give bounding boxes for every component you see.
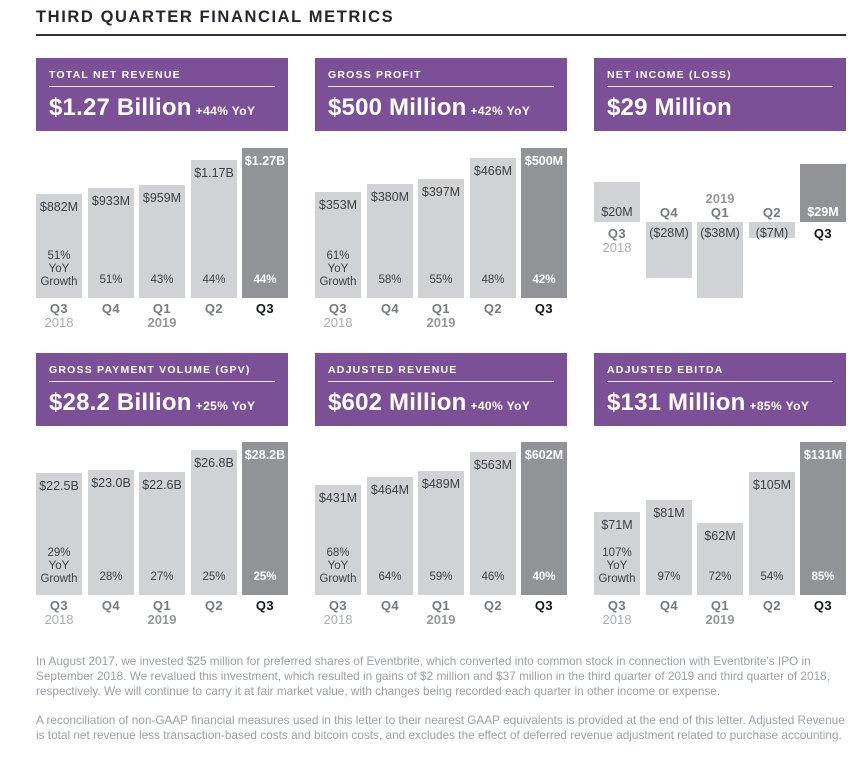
bar-value-label: $23.0B (91, 476, 131, 490)
panel-headline: $29 Million (607, 94, 732, 121)
bar-value-label: $500M (524, 154, 564, 168)
bar-q2-2019 (749, 472, 795, 595)
panel-header-band (36, 58, 288, 131)
bar-value-label: $1.27B (244, 154, 286, 168)
bar-value-label: $62M (704, 529, 736, 543)
x-axis-year-label: 2018 (602, 240, 632, 255)
bar-q2-2019 (470, 452, 516, 595)
panel-yoy-badge: +40% YoY (470, 399, 531, 413)
bar-q2-2019 (191, 160, 237, 298)
x-axis-year-label: 2018 (44, 315, 74, 330)
bar-value-label: $464M (370, 483, 410, 497)
bar-chart (594, 426, 846, 629)
x-axis-quarter-label: Q3 (607, 598, 627, 613)
bar-q1-2019 (697, 523, 743, 595)
x-axis-quarter-label: Q3 (813, 226, 833, 241)
bar-value-label: $431M (318, 491, 358, 505)
bar-q1-2019 (418, 471, 464, 595)
x-axis-year-label: 2019 (426, 315, 456, 330)
x-axis-quarter-label: Q2 (204, 598, 224, 613)
bar-q4-2018 (646, 500, 692, 595)
x-axis-quarter-label: Q3 (255, 301, 275, 316)
bar-q3-2018 (36, 473, 82, 595)
bar-value-label: $380M (370, 190, 410, 204)
bar-value-label: $1.17B (194, 166, 234, 180)
panel-title: ADJUSTED REVENUE (328, 364, 458, 376)
panel-headline: $500 Million +42% YoY (328, 94, 531, 121)
bar-value-label: $882M (39, 200, 79, 214)
bar-q3-2019 (242, 442, 288, 595)
bar-growth-label: 107% YoY Growth (598, 547, 636, 585)
bar-value-label: $22.6B (142, 478, 182, 492)
panel-headline: $28.2 Billion +25% YoY (49, 389, 256, 416)
x-axis-quarter-label: Q1 (152, 598, 172, 613)
bar-growth-label: 40% (532, 571, 556, 583)
bar-q4-2018 (88, 470, 134, 595)
metric-panel-net-income-loss (594, 58, 846, 332)
bar-value-label: $466M (473, 164, 513, 178)
panel-title-rule (328, 86, 554, 87)
panel-title-rule (49, 86, 275, 87)
bar-growth-label: 44% (202, 274, 226, 286)
bar-q1-2019 (418, 179, 464, 298)
panel-yoy-badge: +25% YoY (195, 399, 256, 413)
x-axis-quarter-label: Q1 (431, 301, 451, 316)
bar-growth-label: 42% (532, 274, 556, 286)
bar-q3-2018 (315, 192, 361, 298)
x-axis-year-label: 2018 (602, 612, 632, 627)
x-axis-year-label: 2018 (323, 612, 353, 627)
diverging-bar-chart (594, 131, 846, 332)
panel-title: TOTAL NET REVENUE (49, 69, 181, 81)
x-axis-quarter-label: Q3 (534, 598, 554, 613)
bar-growth-label: 59% (429, 571, 453, 583)
bar-growth-label: 29% YoY Growth (40, 547, 78, 585)
bar-growth-label: 46% (481, 571, 505, 583)
panel-headline: $131 Million +85% YoY (607, 389, 810, 416)
x-axis-quarter-label: Q3 (534, 301, 554, 316)
bar-growth-label: 58% (378, 274, 402, 286)
x-axis-quarter-label: Q4 (380, 301, 400, 316)
footnote-investment: In August 2017, we invested $25 million for preferred shares of Eventbrite, which converted into common stock in connection with Eventbrite's IPO in September 2018. We revalued this investment, which resulted in gains of $2 million and $37 million in the third quarter of 2019 and third quarter of 2018, respectively. We will continue to carry it at fair market value, with changes being recorded each quarter in other income or expense. (36, 654, 830, 699)
bar-growth-label: 43% (150, 274, 174, 286)
x-axis-year-label: 2019 (147, 612, 177, 627)
bar-q2-2019 (191, 450, 237, 595)
x-axis-quarter-label: Q1 (710, 598, 730, 613)
bar-growth-label: 27% (150, 571, 174, 583)
bar-value-label: $29M (807, 205, 839, 219)
x-axis-quarter-label: Q1 (710, 205, 730, 220)
metric-panel-adjusted-revenue (315, 353, 567, 629)
x-axis-year-label: 2019 (705, 191, 735, 206)
bar-chart (36, 131, 288, 332)
bar-growth-label: 51% (99, 274, 123, 286)
bar-value-label: ($7M) (755, 226, 789, 240)
panel-title: ADJUSTED EBITDA (607, 364, 724, 376)
bar-growth-label: 25% (253, 571, 277, 583)
panel-headline: $1.27 Billion +44% YoY (49, 94, 256, 121)
metric-panel-gross-profit (315, 58, 567, 332)
x-axis-quarter-label: Q2 (762, 205, 782, 220)
bar-value-label: ($28M) (649, 226, 689, 240)
metric-panel-gross-payment-volume-gpv (36, 353, 288, 629)
bar-q3-2019 (242, 148, 288, 298)
bar-growth-label: 28% (99, 571, 123, 583)
bar-growth-label: 55% (429, 274, 453, 286)
x-axis-year-label: 2019 (426, 612, 456, 627)
panel-title-rule (607, 86, 833, 87)
page-title: THIRD QUARTER FINANCIAL METRICS (36, 8, 395, 26)
bar-value-label: $563M (473, 458, 513, 472)
x-axis-quarter-label: Q2 (483, 598, 503, 613)
x-axis-quarter-label: Q3 (328, 598, 348, 613)
x-axis-quarter-label: Q3 (49, 598, 69, 613)
bar-q4-2018 (367, 184, 413, 298)
bar-value-label: $71M (601, 518, 633, 532)
bar-value-label: $28.2B (244, 448, 286, 462)
panel-title: GROSS PAYMENT VOLUME (GPV) (49, 364, 251, 376)
bar-q2-2019 (470, 158, 516, 298)
bar-q3-2018 (594, 512, 640, 595)
panel-header-band (315, 58, 567, 131)
x-axis-year-label: 2019 (147, 315, 177, 330)
x-axis-quarter-label: Q4 (659, 205, 679, 220)
bar-q1-2019 (139, 185, 185, 298)
bar-q3-2018 (315, 485, 361, 595)
panel-title-rule (49, 381, 275, 382)
footnote-gaap-reconciliation: A reconciliation of non-GAAP financial measures used in this letter to their nearest GAAP equivalents is provided at the end of this letter. Adjusted Revenue is total net revenue less transaction-based costs and bitcoin costs, and excludes the effect of deferred revenue adjustment related to purchase accounting. (36, 712, 845, 742)
x-axis-quarter-label: Q1 (431, 598, 451, 613)
x-axis-quarter-label: Q3 (255, 598, 275, 613)
x-axis-quarter-label: Q2 (762, 598, 782, 613)
bar-value-label: $353M (318, 198, 358, 212)
x-axis-quarter-label: Q3 (813, 598, 833, 613)
panel-title-rule (607, 381, 833, 382)
bar-growth-label: 68% YoY Growth (319, 547, 357, 585)
x-axis-quarter-label: Q4 (380, 598, 400, 613)
x-axis-quarter-label: Q2 (483, 301, 503, 316)
bar-value-label: $22.5B (39, 479, 79, 493)
bar-q3-2019 (800, 442, 846, 595)
bar-value-label: $933M (91, 194, 131, 208)
bar-value-label: $105M (752, 478, 792, 492)
bar-value-label: $489M (421, 477, 461, 491)
bar-q3-2018 (36, 194, 82, 298)
panel-title: GROSS PROFIT (328, 69, 422, 81)
x-axis-quarter-label: Q4 (101, 301, 121, 316)
panel-title: NET INCOME (LOSS) (607, 69, 732, 81)
panel-yoy-badge: +42% YoY (470, 104, 531, 118)
bar-growth-label: 64% (378, 571, 402, 583)
bar-growth-label: 25% (202, 571, 226, 583)
panel-yoy-badge: +85% YoY (749, 399, 810, 413)
x-axis-quarter-label: Q3 (607, 226, 627, 241)
bar-chart (315, 426, 567, 629)
panel-header-band (594, 58, 846, 131)
bar-value-label: $959M (142, 191, 182, 205)
footnotes (36, 654, 848, 756)
bar-value-label: $81M (653, 506, 685, 520)
bar-chart (36, 426, 288, 629)
bar-q3-2019 (521, 442, 567, 595)
bar-growth-label: 85% (811, 571, 835, 583)
title-rule (36, 34, 846, 36)
bar-value-label: ($38M) (700, 226, 740, 240)
panel-header-band (594, 353, 846, 426)
bar-chart (315, 131, 567, 332)
x-axis-quarter-label: Q4 (101, 598, 121, 613)
bar-value-label: $131M (803, 448, 843, 462)
bar-q4-2018 (367, 477, 413, 595)
metric-panel-adjusted-ebitda (594, 353, 846, 629)
bar-growth-label: 51% YoY Growth (40, 250, 78, 288)
x-axis-quarter-label: Q1 (152, 301, 172, 316)
bar-growth-label: 44% (253, 274, 277, 286)
bar-growth-label: 61% YoY Growth (319, 250, 357, 288)
x-axis-quarter-label: Q4 (659, 598, 679, 613)
bar-value-label: $26.8B (194, 456, 234, 470)
x-axis-quarter-label: Q2 (204, 301, 224, 316)
panel-yoy-badge: +44% YoY (195, 104, 256, 118)
bar-growth-label: 54% (760, 571, 784, 583)
bar-growth-label: 97% (657, 571, 681, 583)
x-axis-quarter-label: Q3 (49, 301, 69, 316)
x-axis-year-label: 2019 (705, 612, 735, 627)
panel-headline: $602 Million +40% YoY (328, 389, 531, 416)
x-axis-year-label: 2018 (44, 612, 74, 627)
bar-q4-2018 (88, 188, 134, 298)
metric-panel-total-net-revenue (36, 58, 288, 332)
x-axis-quarter-label: Q3 (328, 301, 348, 316)
bar-growth-label: 48% (481, 274, 505, 286)
bar-q1-2019 (139, 472, 185, 595)
bar-growth-label: 72% (708, 571, 732, 583)
x-axis-year-label: 2018 (323, 315, 353, 330)
bar-value-label: $397M (421, 185, 461, 199)
panel-title-rule (328, 381, 554, 382)
panel-header-band (315, 353, 567, 426)
panel-header-band (36, 353, 288, 426)
bar-q3-2019 (521, 148, 567, 298)
bar-value-label: $602M (524, 448, 564, 462)
bar-value-label: $20M (601, 205, 633, 219)
